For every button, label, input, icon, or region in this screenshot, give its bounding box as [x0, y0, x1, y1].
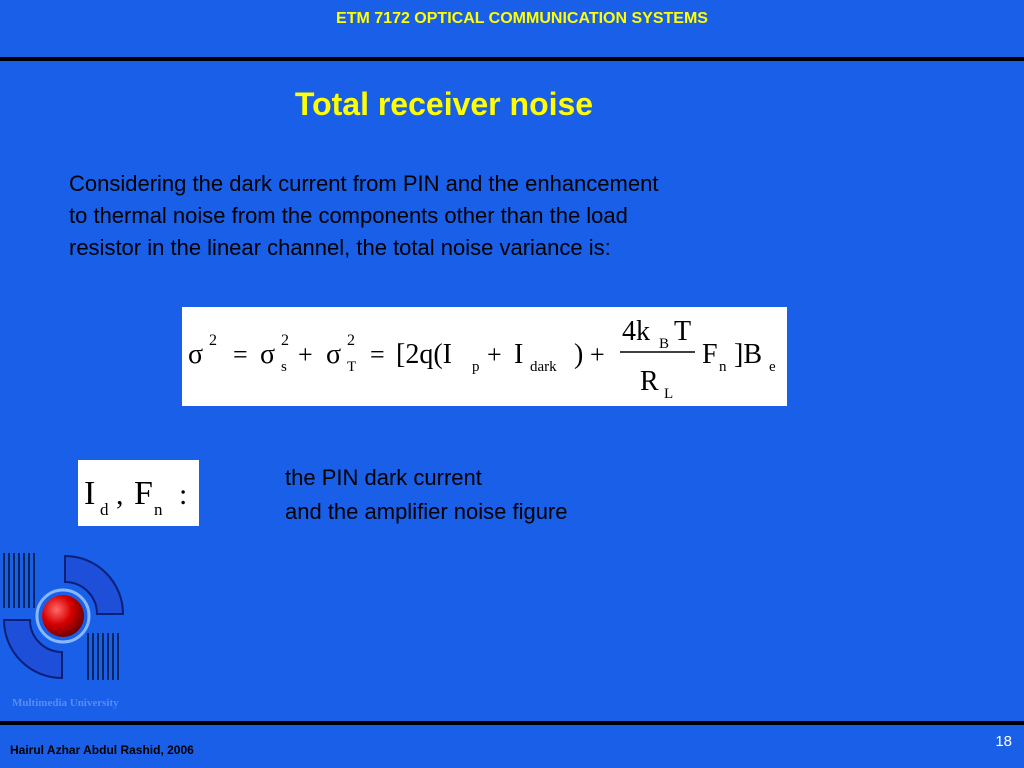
eq-sigma-shot: σ	[260, 339, 276, 370]
university-logo	[0, 548, 130, 693]
eq-plus: +	[298, 340, 313, 369]
var-current: I	[84, 475, 96, 512]
eq-bandwidth: ]B	[734, 339, 762, 370]
header-divider	[0, 57, 1024, 61]
slide-title: Total receiver noise	[294, 86, 594, 122]
page-number: 18	[995, 733, 1012, 750]
eq-subscript: L	[664, 386, 674, 402]
eq-temperature: T	[674, 316, 692, 347]
logo-right-stripes	[88, 633, 118, 680]
eq-subscript: e	[769, 359, 776, 375]
course-title: ETM 7172 OPTICAL COMMUNICATION SYSTEMS	[336, 10, 708, 27]
eq-plus: +	[487, 340, 502, 369]
logo-red-ball	[42, 595, 84, 637]
eq-equals: =	[370, 340, 385, 369]
eq-subscript: T	[347, 359, 357, 375]
eq-shot-term: [2q(I	[396, 339, 452, 370]
noise-figure-description: and the amplifier noise figure	[285, 499, 568, 524]
body-paragraph	[69, 168, 849, 264]
eq-subscript: dark	[530, 359, 557, 375]
var-comma: ,	[116, 478, 124, 511]
logo-left-stripes	[4, 553, 34, 608]
body-line: Considering the dark current from PIN and the enhancement	[69, 171, 659, 196]
var-noise-figure: F	[134, 475, 153, 512]
author-credit: Hairul Azhar Abdul Rashid, 2006	[10, 743, 194, 757]
noise-variance-equation	[182, 307, 787, 406]
var-subscript: d	[100, 500, 109, 519]
footer-divider	[0, 721, 1024, 725]
variable-definitions	[78, 460, 199, 526]
eq-denominator: R	[640, 366, 659, 397]
var-colon: :	[179, 478, 188, 511]
eq-sigma-thermal: σ	[326, 339, 342, 370]
eq-subscript: s	[281, 359, 287, 375]
eq-noise-figure: F	[702, 339, 718, 370]
eq-paren: )	[574, 339, 584, 370]
body-line: to thermal noise from the components other than the load	[69, 203, 628, 228]
eq-subscript: B	[659, 336, 670, 352]
variable-descriptions	[285, 461, 568, 529]
eq-equals: =	[233, 340, 248, 369]
eq-numerator: 4k	[622, 316, 650, 347]
eq-sigma-total: σ	[188, 339, 204, 370]
eq-superscript: 2	[209, 332, 217, 349]
var-subscript: n	[154, 500, 163, 519]
eq-subscript: p	[472, 359, 480, 375]
dark-current-description: the PIN dark current	[285, 465, 482, 490]
eq-subscript: n	[719, 359, 727, 375]
eq-dark-current: I	[514, 339, 524, 370]
eq-superscript: 2	[281, 332, 289, 349]
eq-plus: +	[590, 340, 605, 369]
body-line: resistor in the linear channel, the total noise variance is:	[69, 235, 611, 260]
eq-superscript: 2	[347, 332, 355, 349]
university-name: Multimedia University	[12, 697, 119, 709]
